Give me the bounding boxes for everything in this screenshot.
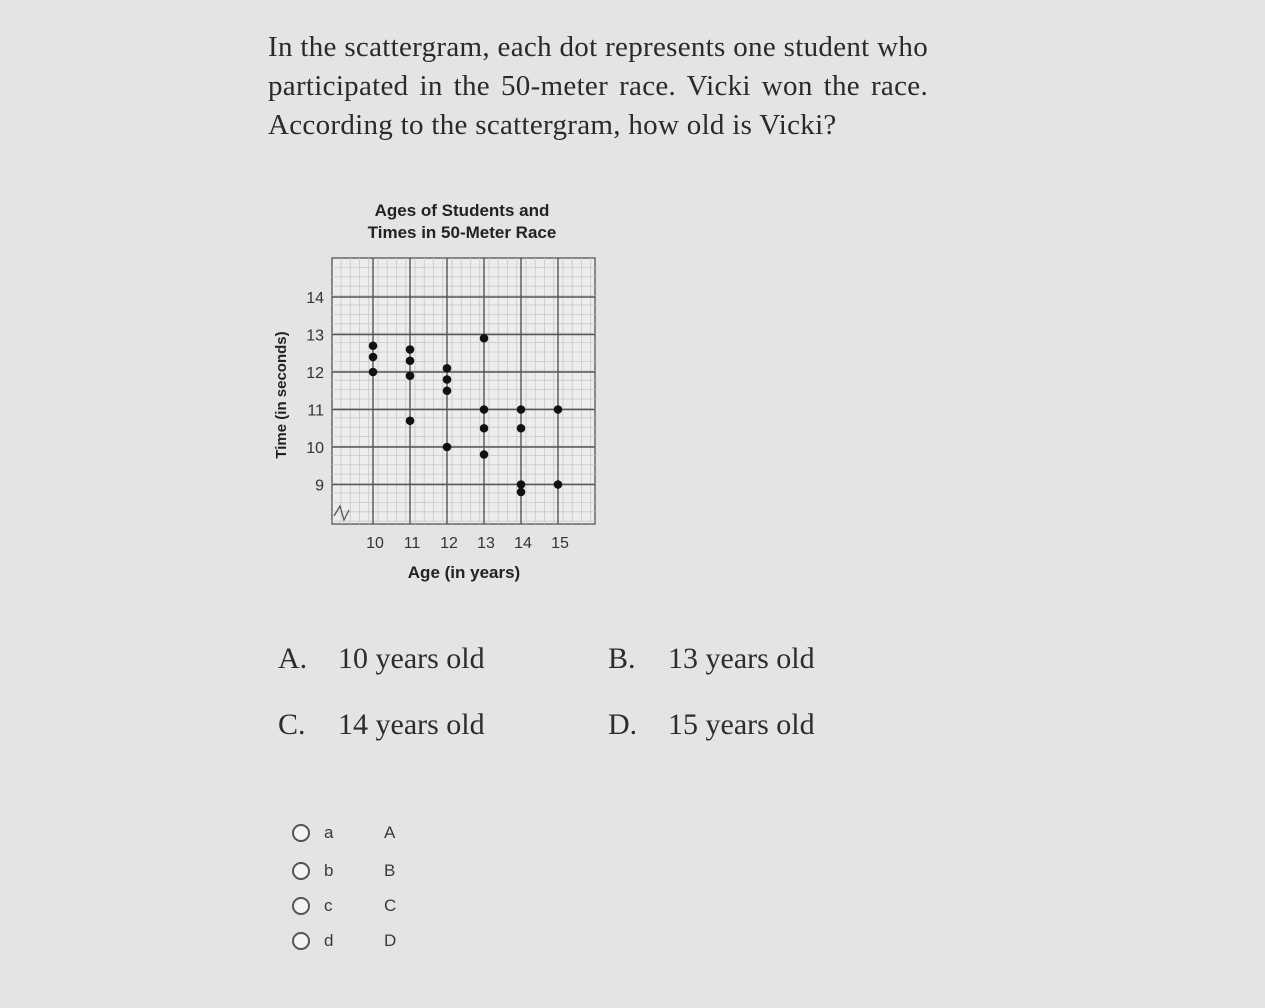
choice-key: d bbox=[324, 931, 334, 950]
radio-circle-icon[interactable] bbox=[292, 932, 310, 950]
answer-choice-c[interactable] bbox=[292, 896, 432, 922]
option-d-letter: D. bbox=[608, 708, 638, 741]
answer-choice-b[interactable] bbox=[292, 861, 432, 887]
data-point bbox=[480, 424, 489, 433]
data-point bbox=[480, 334, 489, 343]
x-tick-label: 14 bbox=[514, 535, 532, 552]
y-tick-label: 10 bbox=[306, 440, 324, 457]
radio-circle-icon[interactable] bbox=[292, 862, 310, 880]
choice-label: B bbox=[384, 861, 396, 880]
option-c-letter: C. bbox=[278, 708, 306, 741]
data-point bbox=[517, 480, 526, 489]
option-d-text: 15 years old bbox=[668, 708, 815, 741]
x-axis-label: Age (in years) bbox=[407, 563, 521, 582]
choice-label: A bbox=[384, 823, 396, 842]
option-c-text: 14 years old bbox=[338, 708, 485, 741]
y-tick-label: 13 bbox=[306, 327, 324, 345]
radio-circle-icon[interactable] bbox=[292, 897, 310, 915]
data-point bbox=[369, 353, 378, 362]
x-tick-label: 12 bbox=[440, 535, 458, 552]
answer-choice-d[interactable] bbox=[292, 931, 432, 957]
choice-key: c bbox=[324, 896, 333, 915]
data-point bbox=[406, 356, 415, 365]
data-point bbox=[443, 443, 452, 452]
y-axis-label: Time (in seconds) bbox=[273, 331, 290, 459]
y-tick-label: 9 bbox=[315, 477, 324, 495]
y-tick-label: 11 bbox=[307, 402, 324, 420]
choice-key: b bbox=[324, 861, 334, 880]
option-b-letter: B. bbox=[608, 642, 636, 675]
y-tick-label: 12 bbox=[306, 365, 324, 382]
choice-label: D bbox=[384, 931, 397, 950]
data-point bbox=[480, 450, 489, 459]
scatter-chart bbox=[260, 190, 620, 590]
data-point bbox=[443, 386, 452, 395]
data-point bbox=[369, 341, 378, 350]
data-point bbox=[443, 364, 452, 373]
choice-label: C bbox=[384, 896, 397, 915]
data-point bbox=[517, 405, 526, 414]
answer-choice-a[interactable] bbox=[292, 823, 432, 849]
data-point bbox=[406, 371, 415, 380]
data-point bbox=[480, 405, 489, 414]
data-point bbox=[369, 368, 378, 377]
data-point bbox=[517, 488, 526, 497]
data-point bbox=[406, 345, 415, 354]
data-point bbox=[406, 416, 415, 425]
chart-title-line2: Times in 50-Meter Race bbox=[367, 223, 557, 242]
x-tick-label: 10 bbox=[366, 535, 384, 552]
radio-circle-icon[interactable] bbox=[292, 824, 310, 842]
option-a-letter: A. bbox=[278, 642, 308, 675]
option-b-text: 13 years old bbox=[668, 642, 815, 675]
chart-title-line1: Ages of Students and bbox=[374, 201, 550, 220]
option-a-text: 10 years old bbox=[338, 642, 485, 675]
data-point bbox=[517, 424, 526, 433]
x-tick-label: 11 bbox=[403, 535, 421, 552]
data-point bbox=[554, 405, 563, 414]
x-tick-label: 15 bbox=[551, 535, 569, 552]
data-point bbox=[554, 480, 563, 489]
choice-key: a bbox=[324, 823, 334, 842]
question-text: In the scattergram, each dot represents one student who participated in the 50-meter race. Vicki won the race. According to the scattergram, how old is Vicki? bbox=[268, 31, 928, 141]
x-tick-label: 13 bbox=[477, 535, 495, 552]
data-point bbox=[443, 375, 452, 384]
y-tick-label: 14 bbox=[306, 290, 324, 307]
